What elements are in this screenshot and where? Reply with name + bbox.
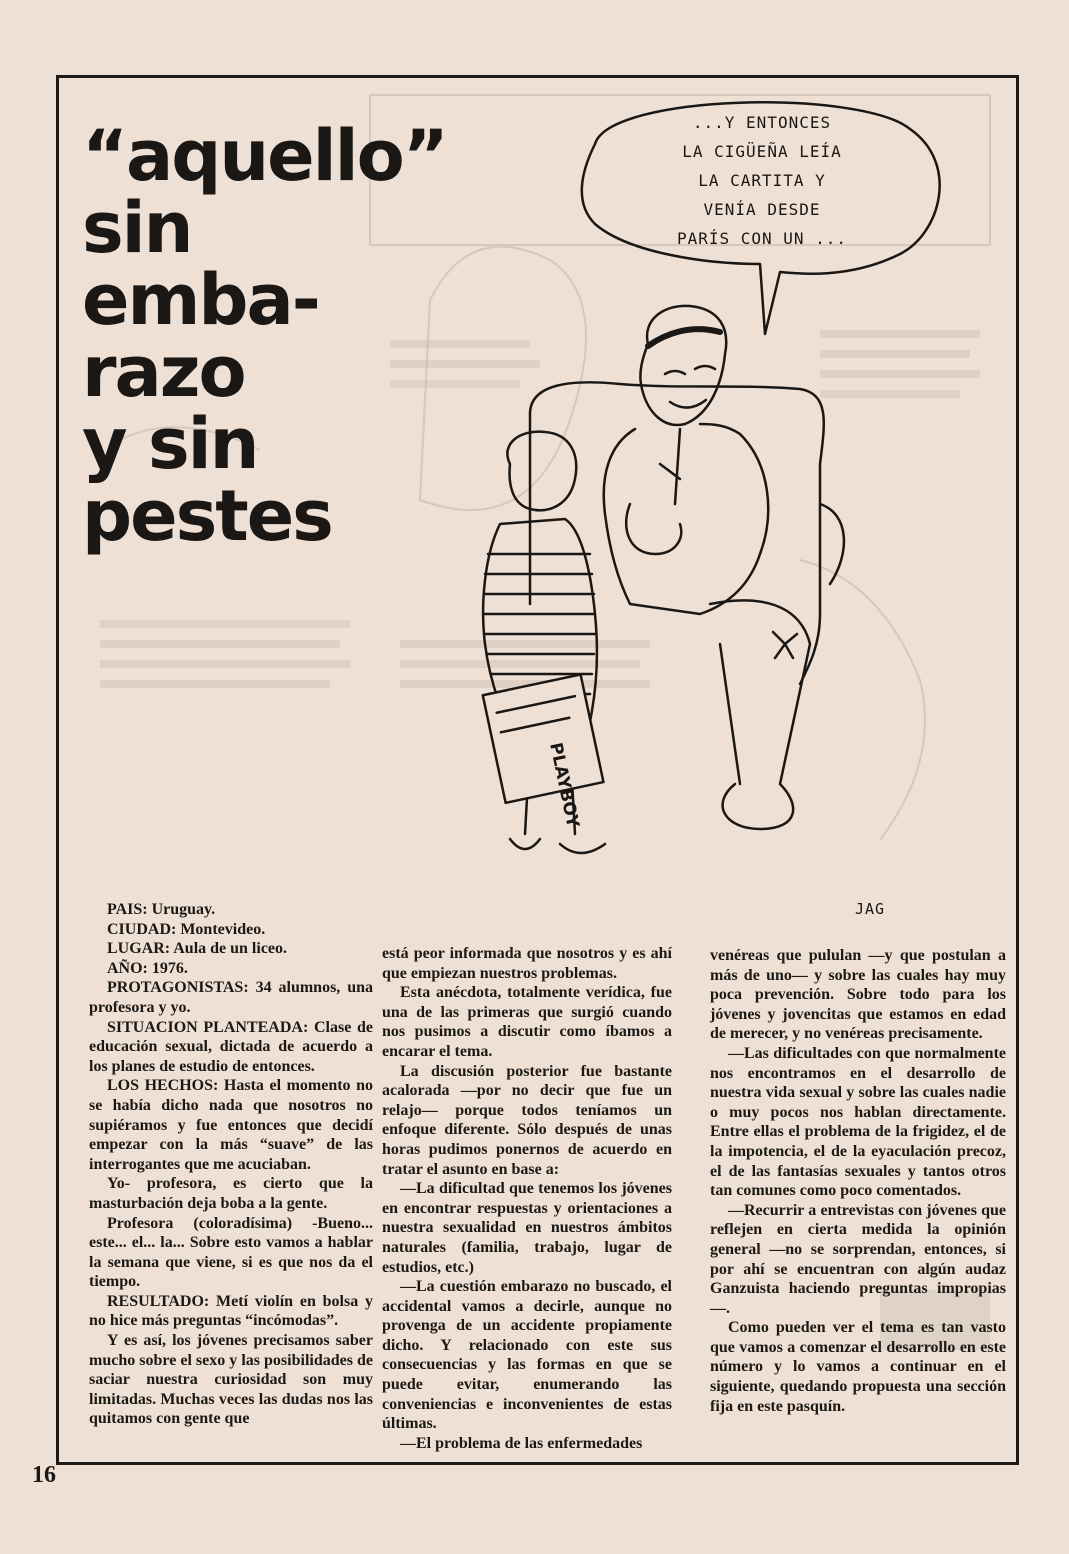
article-title bbox=[82, 115, 447, 557]
fact-anio: AÑO: 1976. bbox=[107, 959, 188, 977]
fact-situacion: SITUACION PLANTEADA: Clase de educación sexual, dictada de acuerdo a los planes de estudio de entonces. bbox=[89, 1018, 374, 1075]
title-line: “aquello” bbox=[82, 115, 447, 197]
artist-signature: JAG bbox=[855, 900, 886, 918]
fact-ciudad: CIUDAD: Montevideo. bbox=[107, 920, 266, 938]
paragraph: La discusión posterior fue bastante acalorada —por no decir que fue un relajo— porque todos teníamos un enfoque diferente. Sólo después de unas horas pudimos ponernos de acuerdo en tratar el asunto en base a: bbox=[382, 1062, 672, 1178]
fact-lugar: LUGAR: Aula de un liceo. bbox=[107, 940, 288, 958]
magazine-title: PLAYBOY bbox=[545, 740, 583, 830]
text-column-3 bbox=[710, 946, 1006, 1416]
bubble-line: PARÍS CON UN ... bbox=[676, 229, 848, 248]
fact-pais: PAIS: Uruguay. bbox=[107, 901, 216, 918]
fact-resultado: RESULTADO: Metí violín en bolsa y no hice más preguntas “incómodas”. bbox=[89, 1292, 374, 1330]
title-line: sin bbox=[82, 187, 192, 269]
child-head bbox=[507, 432, 576, 511]
text-column-2 bbox=[382, 944, 672, 1453]
paragraph: —La dificultad que tenemos los jóvenes en encontrar respuestas y orientaciones a nuestra sexualidad en nuestros ámbitos naturales (familia, trabajo, lugar de estudios, etc.) bbox=[382, 1180, 672, 1276]
paragraph: —Recurrir a entrevistas con jóvenes que reflejen en cierta medida la opinión general —no se sorprendan, entonces, si por ahí se encuentran con algún audaz Ganzuista haciendo preguntas impropias—. bbox=[710, 1201, 1006, 1317]
bubble-line: LA CIGÜEÑA LEÍA bbox=[682, 142, 842, 161]
bubble-line: ...Y ENTONCES bbox=[692, 113, 832, 132]
paragraph: Profesora (coloradísima) -Bueno... este... el... la... Sobre esto vamos a hablar la semana que viene, si es que nos da el tiempo. bbox=[89, 1214, 373, 1291]
title-line: razo bbox=[82, 331, 245, 413]
paragraph: —La cuestión embarazo no buscado, el accidental vamos a decirle, aunque no provenga de un accidente propiamente dicho. Y relacionado con este sus consecuencias y las formas en que se puede evitar, enumerando las conveniencias e inconvenientes de estas últimas. bbox=[382, 1278, 672, 1433]
bubble-line: LA CARTITA Y bbox=[698, 171, 826, 190]
fact-protagonistas: PROTAGONISTAS: 34 alumnos, una profesora y yo. bbox=[89, 979, 374, 1016]
title-line: pestes bbox=[82, 475, 332, 557]
paragraph: Yo- profesora, es cierto que la masturbación deja boba a la gente. bbox=[89, 1175, 373, 1212]
man-body bbox=[604, 424, 768, 614]
page-number: 16 bbox=[32, 1462, 56, 1488]
fact-hechos: LOS HECHOS: Hasta el momento no se había dicho nada que nosotros no supiéramos y fue entonces que decidí empezar con la más “suave” de las interrogantes que me acuciaban. bbox=[89, 1077, 374, 1173]
paragraph: —Las dificultades con que normalmente nos encontramos en el desarrollo de nuestra vida sexual y sobre las cuales nadie o muy pocos nos hablan directamente. Entre ellas el problema de la frigidez, el de la impotencia, el de la eyaculación precoz, el de las fantasías sexuales y tantos otros tan comunes como poco comentados. bbox=[710, 1044, 1006, 1200]
title-line: y sin bbox=[82, 403, 258, 485]
paragraph: —El problema de las enfermedades bbox=[400, 1434, 643, 1452]
paragraph: Y es así, los jóvenes precisamos saber mucho sobre el sexo y las posibilidades de saciar nuestra curiosidad son muy limitadas. Muchas veces las dudas nos las quitamos con gente que bbox=[89, 1332, 373, 1428]
text-column-1 bbox=[89, 900, 373, 1429]
paragraph: está peor informada que nosotros y es ahí que empiezan nuestros problemas. bbox=[382, 945, 672, 982]
speech-bubble-text bbox=[612, 108, 912, 253]
title-line: emba- bbox=[82, 259, 319, 341]
paragraph: Esta anécdota, totalmente verídica, fue una de las primeras que surgió cuando nos pusimos a discutir como íbamos a encarar el tema. bbox=[382, 984, 672, 1060]
playboy-magazine bbox=[483, 674, 604, 802]
paragraph: Como pueden ver el tema es tan vasto que vamos a comenzar el desarrollo en este número y lo vamos a continuar en el siguiente, quedando propuesta una sección fija en este pasquín. bbox=[710, 1319, 1006, 1415]
paragraph: venéreas que pululan —y que postulan a más de uno— y sobre las cuales hay muy poca prevención. Sobre todo para los jóvenes y jovencitas que estamos en edad de merecer, y no venéreas precisamente. bbox=[710, 947, 1006, 1043]
bubble-line: VENÍA DESDE bbox=[703, 200, 821, 219]
